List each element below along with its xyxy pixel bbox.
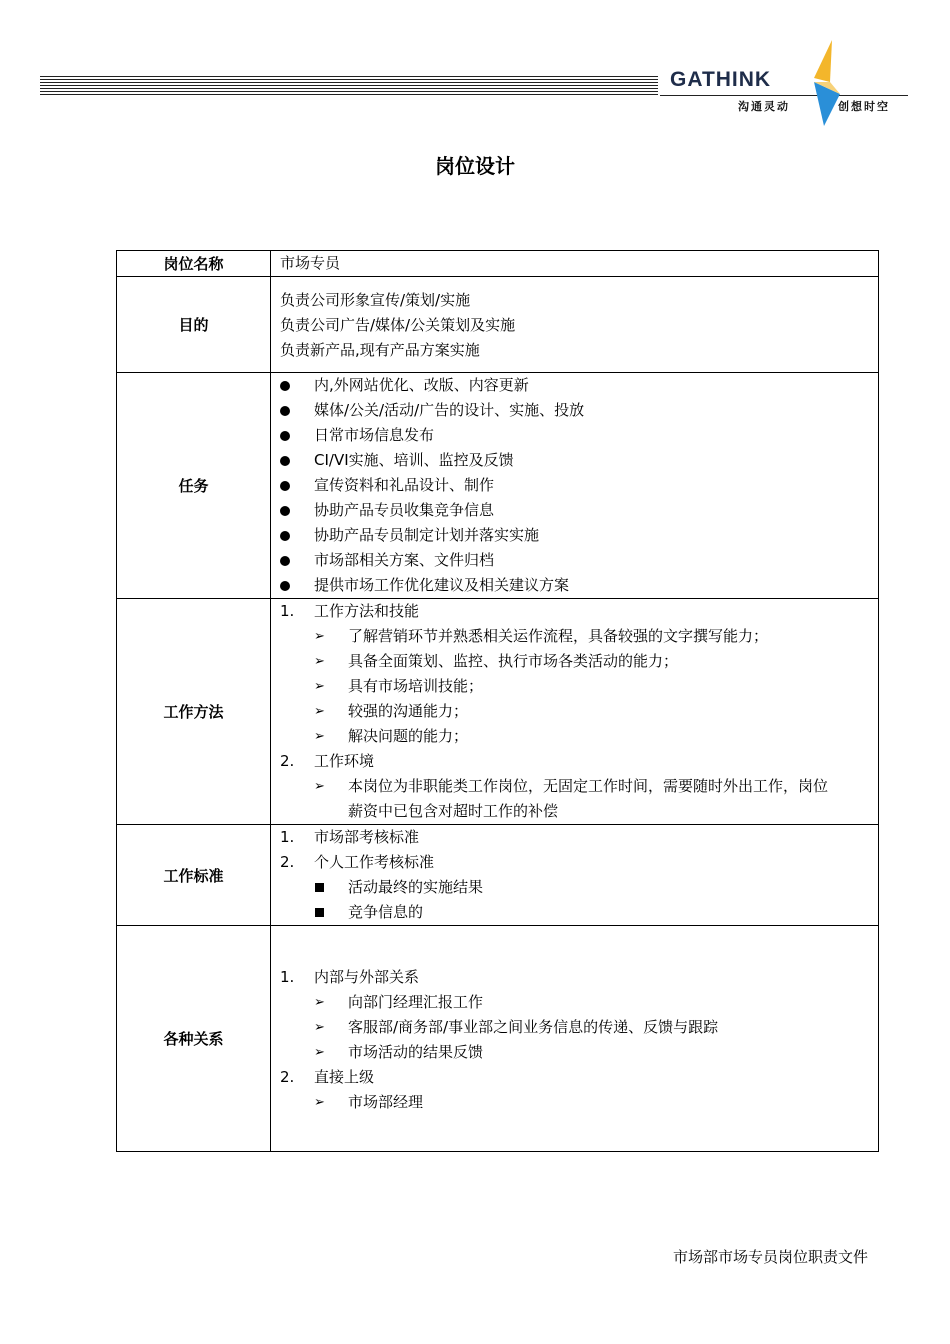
- bullet-dot-icon: [280, 506, 290, 516]
- table-row-position: [117, 251, 879, 277]
- arrow-bullet-icon: ➢: [314, 629, 325, 644]
- bullet-dot-icon: [280, 581, 290, 591]
- method-item: ➢ 解决问题的能力；: [280, 724, 878, 749]
- table-row-standards: [117, 825, 879, 926]
- purpose-line: 负责公司形象宣传/策划/实施: [280, 291, 471, 309]
- arrow-bullet-icon: ➢: [314, 679, 325, 694]
- table-row-purpose: [117, 277, 879, 373]
- arrow-bullet-icon: ➢: [314, 1045, 325, 1060]
- page-title: 岗位设计: [435, 154, 515, 178]
- row-content-position: [271, 251, 879, 277]
- arrow-bullet-icon: ➢: [314, 779, 325, 794]
- purpose-line: 负责新产品,现有产品方案实施: [280, 341, 480, 359]
- arrow-bullet-icon: ➢: [314, 704, 325, 719]
- row-content-methods: [271, 599, 879, 825]
- logo-slogan-right: 创想时空: [838, 100, 890, 113]
- arrow-bullet-icon: ➢: [314, 729, 325, 744]
- company-logo: [660, 38, 910, 128]
- relation-section-title: 2. 直接上级: [280, 1068, 375, 1086]
- row-label-relations: 各种关系: [117, 926, 271, 1152]
- bullet-dot-icon: [280, 431, 290, 441]
- relation-item: ➢ 向部门经理汇报工作: [280, 990, 878, 1015]
- method-section-title: 2. 工作环境: [280, 752, 375, 770]
- table-row-methods: [117, 599, 879, 825]
- relation-item: ➢ 市场部经理: [280, 1090, 878, 1115]
- row-content-standards: [271, 825, 879, 926]
- standard-section-title: 2. 个人工作考核标准: [280, 853, 435, 871]
- row-label-tasks: 任务: [117, 373, 271, 599]
- job-design-table: [116, 250, 879, 1152]
- bullet-dot-icon: [280, 406, 290, 416]
- page-footer: 市场部市场专员岗位职责文件: [672, 1248, 868, 1266]
- logo-underline: [660, 95, 908, 96]
- logo-brand: GATHINK: [670, 68, 772, 91]
- header-rules: [40, 76, 658, 96]
- task-item: CI/VI实施、培训、监控及反馈: [280, 448, 878, 473]
- method-item-continued: 薪资中已包含对超时工作的补偿: [348, 802, 559, 820]
- standard-section-title: 1. 市场部考核标准: [280, 828, 420, 846]
- arrow-bullet-icon: ➢: [314, 1095, 325, 1110]
- bullet-dot-icon: [280, 381, 290, 391]
- arrow-bullet-icon: ➢: [314, 654, 325, 669]
- method-item: ➢ 具备全面策划、监控、执行市场各类活动的能力；: [280, 649, 878, 674]
- row-label-standards: 工作标准: [117, 825, 271, 926]
- logo-mark-icon: [800, 38, 860, 128]
- method-section-title: 1. 工作方法和技能: [280, 602, 420, 620]
- row-content-tasks: [271, 373, 879, 599]
- position-value: 市场专员: [280, 254, 341, 272]
- square-bullet-icon: [315, 908, 324, 917]
- task-item: 市场部相关方案、文件归档: [280, 548, 878, 573]
- task-item: 媒体/公关/活动/广告的设计、实施、投放: [280, 398, 878, 423]
- method-item: ➢ 本岗位为非职能类工作岗位，无固定工作时间，需要随时外出工作，岗位: [280, 774, 878, 799]
- row-label-methods: 工作方法: [117, 599, 271, 825]
- task-item: 内,外网站优化、改版、内容更新: [280, 373, 878, 398]
- task-item: 日常市场信息发布: [280, 423, 878, 448]
- standard-item: 竞争信息的: [280, 900, 878, 925]
- bullet-dot-icon: [280, 531, 290, 541]
- bullet-dot-icon: [280, 556, 290, 566]
- task-item: 宣传资料和礼品设计、制作: [280, 473, 878, 498]
- task-item: 协助产品专员收集竞争信息: [280, 498, 878, 523]
- arrow-bullet-icon: ➢: [314, 1020, 325, 1035]
- arrow-bullet-icon: ➢: [314, 995, 325, 1010]
- bullet-dot-icon: [280, 481, 290, 491]
- row-content-purpose: [271, 277, 879, 373]
- purpose-line: 负责公司广告/媒体/公关策划及实施: [280, 316, 516, 334]
- standard-item: 活动最终的实施结果: [280, 875, 878, 900]
- task-item: 协助产品专员制定计划并落实实施: [280, 523, 878, 548]
- table-row-relations: [117, 926, 879, 1152]
- square-bullet-icon: [315, 883, 324, 892]
- relation-section-title: 1. 内部与外部关系: [280, 968, 420, 986]
- relation-item: ➢ 市场活动的结果反馈: [280, 1040, 878, 1065]
- row-label-purpose: 目的: [117, 277, 271, 373]
- bullet-dot-icon: [280, 456, 290, 466]
- row-label-position: 岗位名称: [117, 251, 271, 277]
- task-item: 提供市场工作优化建议及相关建议方案: [280, 573, 878, 598]
- method-item: ➢ 了解营销环节并熟悉相关运作流程，具备较强的文字撰写能力；: [280, 624, 878, 649]
- table-row-tasks: [117, 373, 879, 599]
- row-content-relations: [271, 926, 879, 1152]
- method-item: ➢ 较强的沟通能力；: [280, 699, 878, 724]
- method-item: ➢ 具有市场培训技能；: [280, 674, 878, 699]
- relation-item: ➢ 客服部/商务部/事业部之间业务信息的传递、反馈与跟踪: [280, 1015, 878, 1040]
- logo-slogan-left: 沟通灵动: [738, 100, 790, 113]
